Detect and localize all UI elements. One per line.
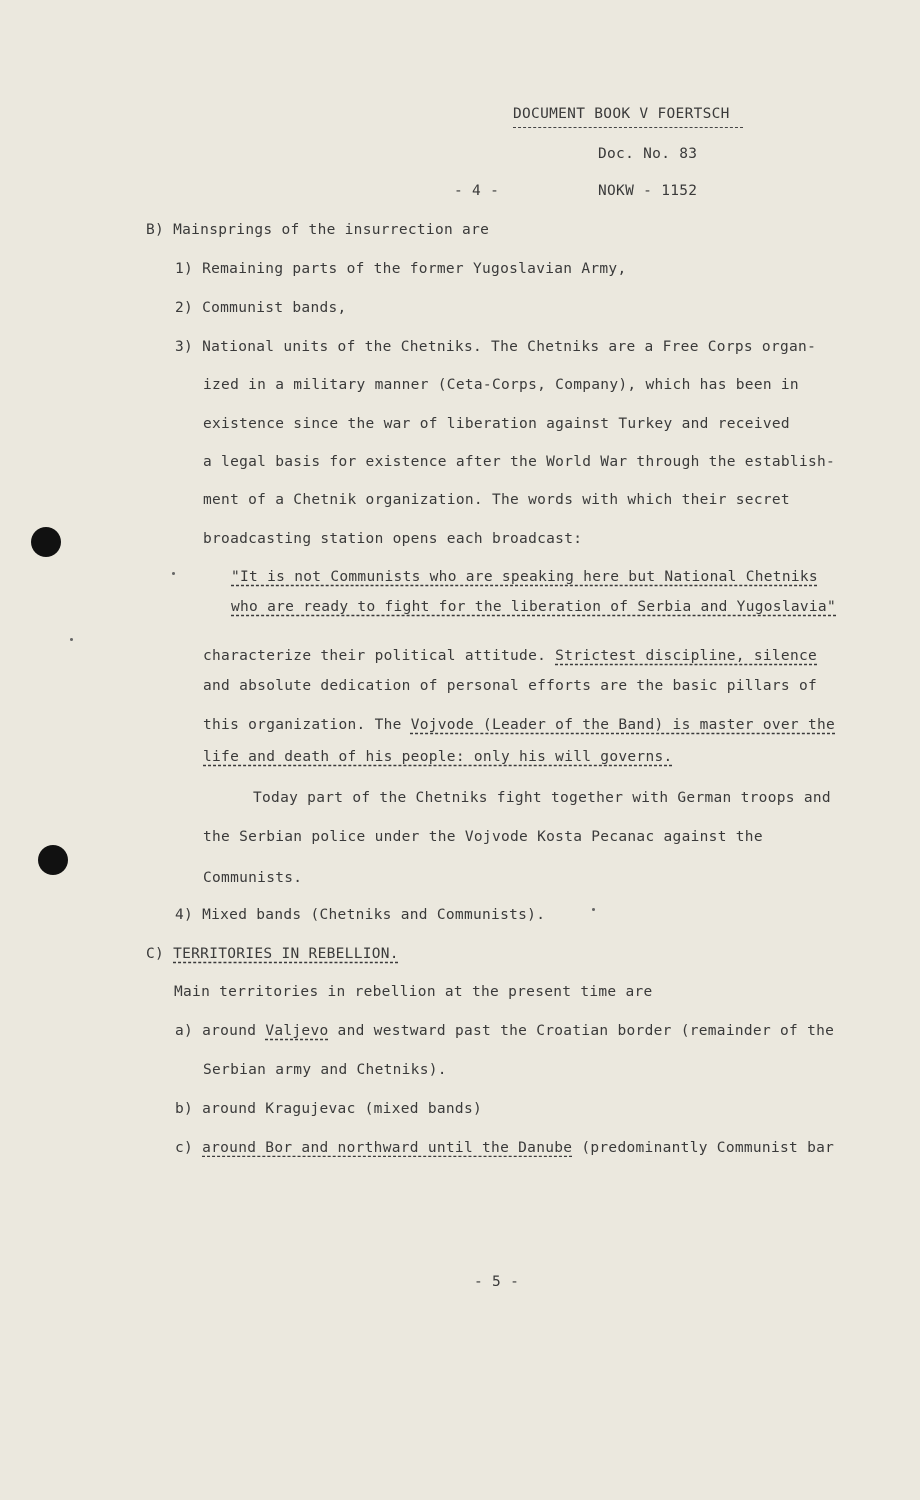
paragraph-line: Main territories in rebellion at the present time are [174, 984, 653, 1000]
section-b-heading: B) Mainsprings of the insurrection are [146, 222, 490, 238]
text-span: a) around [175, 1023, 266, 1039]
text-span: C) [146, 946, 174, 962]
section-c-heading [146, 945, 399, 963]
page-number-top: - 4 - [454, 183, 500, 199]
header-rule [513, 127, 743, 128]
paragraph-line: a legal basis for existence after the World War through the establish- [203, 454, 836, 470]
text-span: and westward past the Croatian border (remainder of the [328, 1023, 835, 1039]
paragraph-line: existence since the war of liberation against Turkey and received [203, 416, 790, 432]
paragraph-line: the Serbian police under the Vojvode Kosta Pecanac against the [203, 829, 763, 845]
quote-line: "It is not Communists who are speaking here but National Chetniks [231, 569, 818, 585]
paragraph-line: Communists. [203, 870, 303, 886]
underlined-text: around Bor and northward until the Danube [202, 1140, 573, 1156]
punch-hole-top [31, 527, 61, 557]
list-item [175, 1139, 834, 1157]
paragraph-line: broadcasting station opens each broadcast: [203, 531, 583, 547]
text-span: this organization. The [203, 717, 411, 733]
underlined-line: life and death of his people: only his will governs. [203, 749, 673, 765]
list-item: 4) Mixed bands (Chetniks and Communists). [175, 907, 546, 923]
underlined-text: Valjevo [265, 1023, 329, 1039]
paper-speck [70, 638, 73, 641]
list-item: 2) Communist bands, [175, 300, 347, 316]
paragraph-line [203, 716, 835, 734]
text-span: characterize their political attitude. [203, 648, 556, 664]
paper-speck [592, 908, 595, 911]
punch-hole-bottom [38, 845, 68, 875]
quote-line: who are ready to fight for the liberation of Serbia and Yugoslavia" [231, 599, 836, 615]
text-span: (predominantly Communist bar [572, 1140, 835, 1156]
document-book-title: DOCUMENT BOOK V FOERTSCH [513, 106, 730, 122]
paragraph-line: Serbian army and Chetniks). [203, 1062, 447, 1078]
list-item: b) around Kragujevac (mixed bands) [175, 1101, 483, 1117]
paper-speck [172, 572, 175, 575]
paragraph-line: Today part of the Chetniks fight together with German troops and [253, 790, 831, 806]
list-item: 3) National units of the Chetniks. The Chetniks are a Free Corps organ- [175, 339, 817, 355]
paragraph-line: ized in a military manner (Ceta-Corps, Company), which has been in [203, 377, 799, 393]
paragraph-line: ment of a Chetnik organization. The words with which their secret [203, 492, 790, 508]
underlined-text: Strictest discipline, silence [555, 648, 818, 664]
list-item: 1) Remaining parts of the former Yugoslavian Army, [175, 261, 627, 277]
underlined-text: Vojvode (Leader of the Band) is master over the [410, 717, 836, 733]
doc-number: Doc. No. 83 [598, 146, 698, 162]
paragraph-line: and absolute dedication of personal efforts are the basic pillars of [203, 678, 818, 694]
nokw-number: NOKW - 1152 [598, 183, 698, 199]
paragraph-line [203, 647, 817, 665]
text-span: c) [175, 1140, 203, 1156]
underlined-text: TERRITORIES IN REBELLION. [173, 946, 399, 962]
list-item [175, 1022, 834, 1040]
page-number-bottom: - 5 - [474, 1274, 520, 1290]
